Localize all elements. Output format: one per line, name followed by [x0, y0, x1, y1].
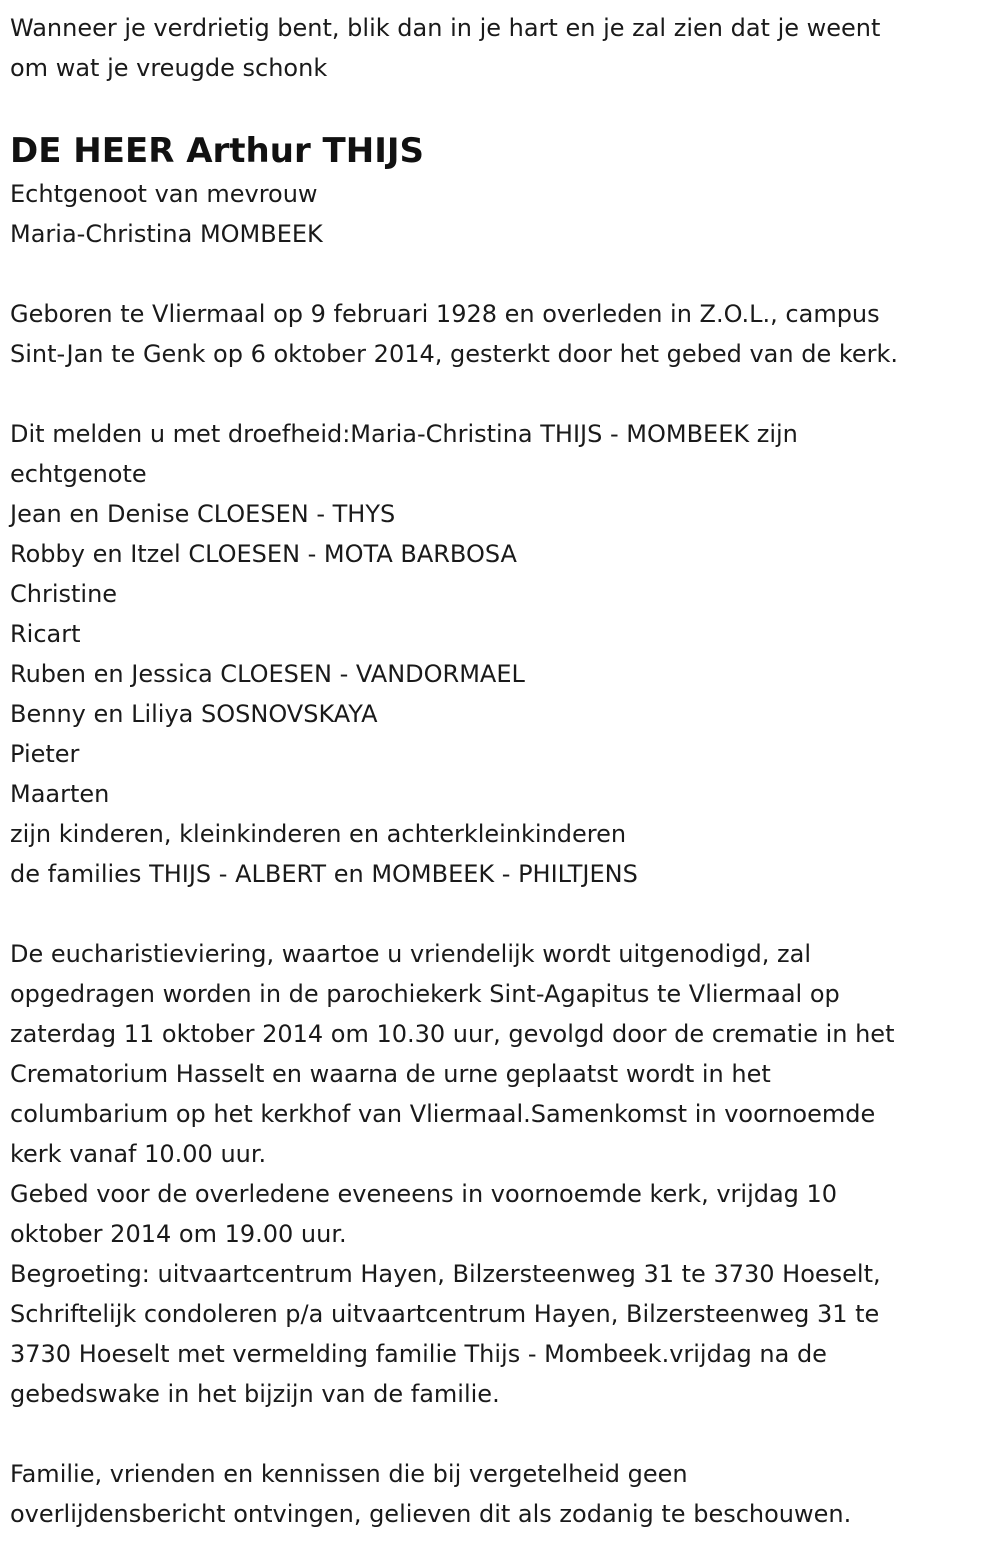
family-line: Robby en Itzel CLOESEN - MOTA BARBOSA: [10, 540, 517, 568]
ceremony-line: oktober 2014 om 19.00 uur.: [10, 1220, 347, 1248]
spacer: [10, 88, 898, 128]
spacer: [10, 1414, 898, 1454]
ceremony-line: gebedswake in het bijzijn van de familie.: [10, 1380, 500, 1408]
deceased-name: DE HEER Arthur THIJS: [10, 131, 424, 171]
obituary-document: [10, 8, 898, 1534]
spacer: [10, 254, 898, 294]
closing-note: [10, 1454, 898, 1534]
ceremony-line: De eucharistieviering, waartoe u vriendelijk wordt uitgenodigd, zal: [10, 940, 812, 968]
quote-line: Wanneer je verdrietig bent, blik dan in je hart en je zal zien dat je weent: [10, 14, 881, 42]
ceremony-line: Crematorium Hasselt en waarna de urne geplaatst wordt in het: [10, 1060, 771, 1088]
ceremony-line: Begroeting: uitvaartcentrum Hayen, Bilzersteenweg 31 te 3730 Hoeselt,: [10, 1260, 881, 1288]
ceremony-line: 3730 Hoeselt met vermelding familie Thijs - Mombeek.vrijdag na de: [10, 1340, 827, 1368]
spouse-line: Maria-Christina MOMBEEK: [10, 220, 323, 248]
family-line: Maarten: [10, 780, 110, 808]
birth-death-info: [10, 294, 898, 374]
family-line: Jean en Denise CLOESEN - THYS: [10, 500, 396, 528]
family-list: [10, 414, 898, 894]
family-line: Christine: [10, 580, 118, 608]
ceremony-line: columbarium op het kerkhof van Vliermaal.Samenkomst in voornoemde: [10, 1100, 876, 1128]
birth-death-line: Geboren te Vliermaal op 9 februari 1928 en overleden in Z.O.L., campus: [10, 300, 880, 328]
spouse-info: [10, 174, 898, 254]
ceremony-line: zaterdag 11 oktober 2014 om 10.30 uur, gevolgd door de crematie in het: [10, 1020, 895, 1048]
ceremony-line: Schriftelijk condoleren p/a uitvaartcentrum Hayen, Bilzersteenweg 31 te: [10, 1300, 880, 1328]
family-line: de families THIJS - ALBERT en MOMBEEK - PHILTJENS: [10, 860, 638, 888]
ceremony-info: [10, 934, 898, 1414]
ceremony-line: Gebed voor de overledene eveneens in voornoemde kerk, vrijdag 10: [10, 1180, 838, 1208]
family-line: Dit melden u met droefheid:Maria-Christina THIJS - MOMBEEK zijn: [10, 420, 798, 448]
family-line: Benny en Liliya SOSNOVSKAYA: [10, 700, 378, 728]
closing-line: overlijdensbericht ontvingen, gelieven dit als zodanig te beschouwen.: [10, 1500, 852, 1528]
family-line: zijn kinderen, kleinkinderen en achterkleinkinderen: [10, 820, 627, 848]
family-line: Ricart: [10, 620, 81, 648]
spacer: [10, 894, 898, 934]
family-line: Pieter: [10, 740, 80, 768]
ceremony-line: kerk vanaf 10.00 uur.: [10, 1140, 267, 1168]
spacer: [10, 374, 898, 414]
quote-line: om wat je vreugde schonk: [10, 54, 328, 82]
birth-death-line: Sint-Jan te Genk op 6 oktober 2014, gesterkt door het gebed van de kerk.: [10, 340, 899, 368]
spouse-line: Echtgenoot van mevrouw: [10, 180, 318, 208]
family-line: echtgenote: [10, 460, 147, 488]
closing-line: Familie, vrienden en kennissen die bij vergetelheid geen: [10, 1460, 688, 1488]
ceremony-line: opgedragen worden in de parochiekerk Sint-Agapitus te Vliermaal op: [10, 980, 840, 1008]
family-line: Ruben en Jessica CLOESEN - VANDORMAEL: [10, 660, 525, 688]
quote: [10, 8, 898, 88]
